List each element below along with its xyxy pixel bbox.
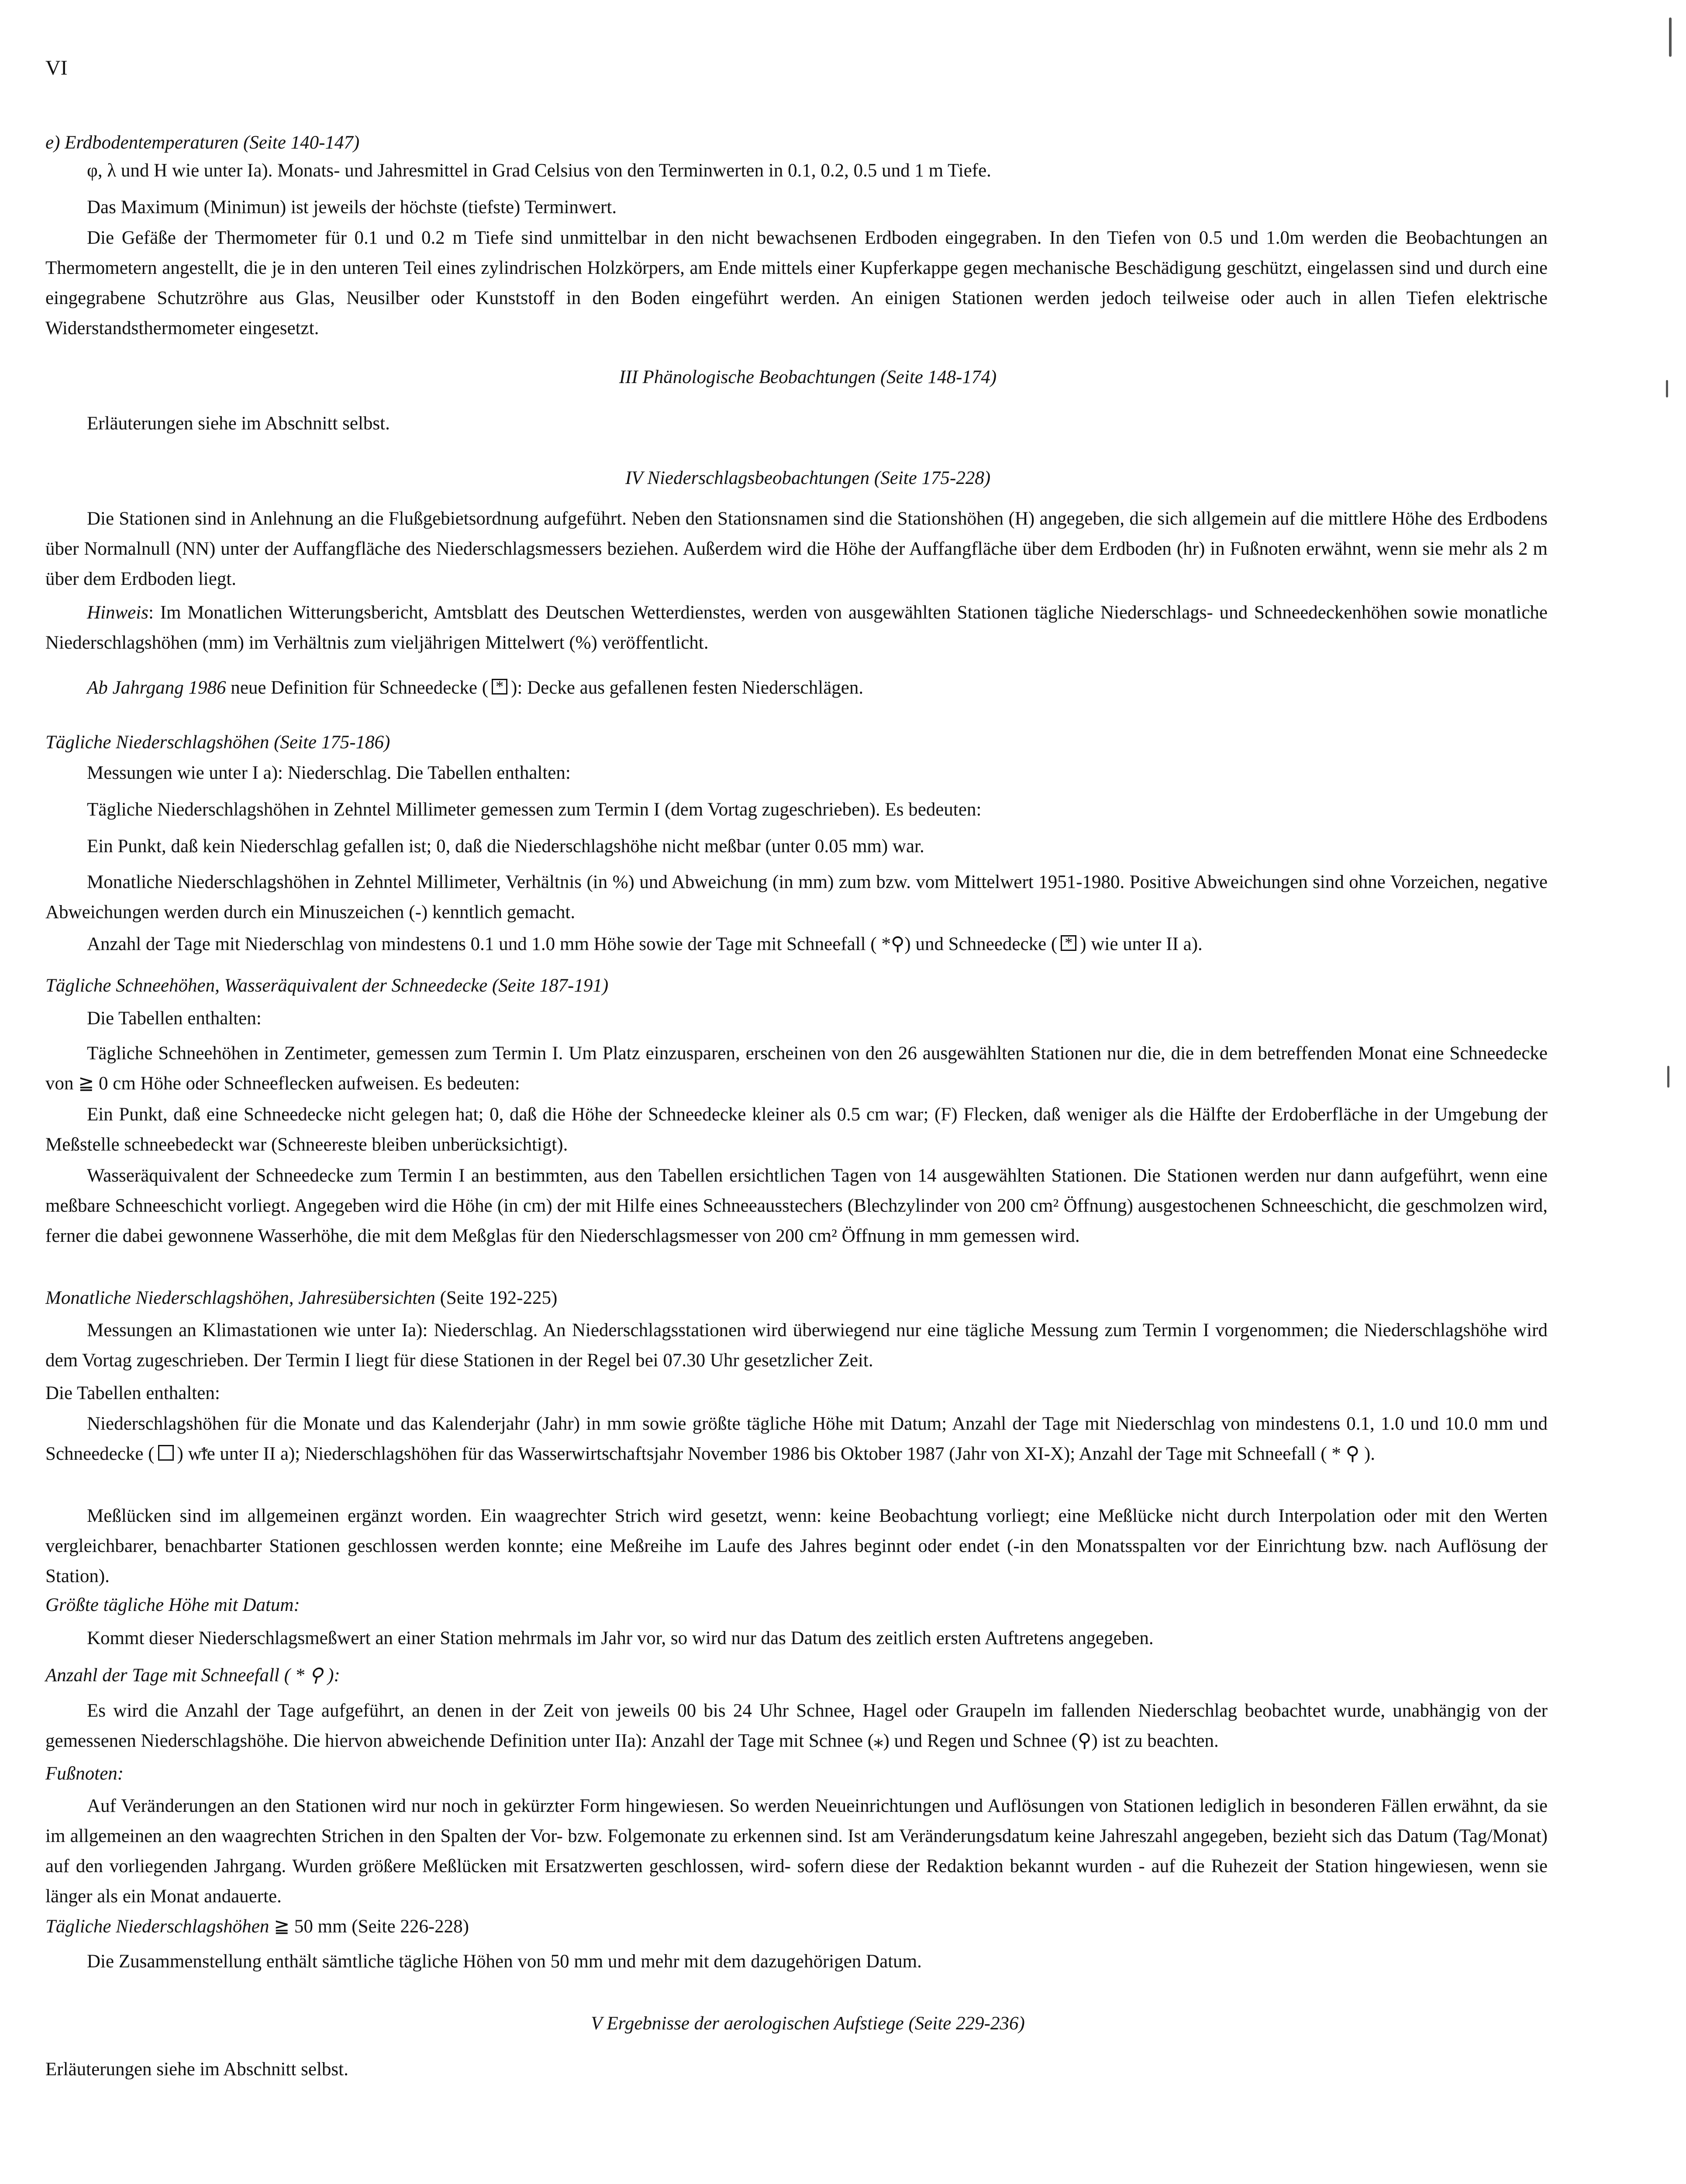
snow-cover-symbol-icon	[158, 1445, 174, 1461]
footnotes-paragraph: Auf Veränderungen an den Stationen wird nur noch in gekürzter Form hingewiesen. So werden Neueinrichtungen und Auflösungen von Stationen lediglich in besonderen Fällen erwähnt, da sie im allgemeinen an den waagrechten Strichen in den Spalten der Vor- bzw. Folgemonate zu erkennen sind. Ist am Veränderungsdatum keine Jahreszahl angegeben, bezieht sich das Datum (Tag/Monat) auf den vorliegenden Jahrgang. Wurden größere Meßlücken mit Ersatzwerten geschlossen, wird- sofern diese der Redaktion bekannt wurden - auf die Ruhezeit der Station hingewiesen, wenn sie länger als ein Monat andauerte.	[45, 1796, 1548, 1907]
section-iii-heading: III Phänologische Beobachtungen (Seite 148-174)	[619, 367, 997, 387]
scan-edge-mark	[1666, 380, 1668, 397]
jahrgang-label: Ab Jahrgang 1986	[87, 677, 226, 698]
max-daily-paragraph: Kommt dieser Niederschlagsmeßwert an einer Station mehrmals im Jahr vor, so wird nur das Datum des zeitlich ersten Auftretens angegeben.	[87, 1628, 1154, 1648]
monthly-precip-paragraph-2: Die Tabellen enthalten:	[45, 1383, 220, 1403]
monthly-precip-paragraph-4: Meßlücken sind im allgemeinen ergänzt worden. Ein waagrechter Strich wird gesetzt, wenn: keine Beobachtung vorliegt; eine Meßlücke nicht durch Interpolation oder mit den Werten vergleichbarer, benachbarter Stationen geschlossen werden konnte; eine Meßreihe im Laufe des Jahres beginnt oder endet (-in den Monatsspalten vor der Einrichtung bzw. nach Auflösung der Station).	[45, 1506, 1548, 1586]
section-e-paragraph-1: φ, λ und H wie unter Ia). Monats- und Jahresmittel in Grad Celsius von den Terminwerten in 0.1, 0.2, 0.5 und 1 m Tiefe.	[87, 160, 991, 181]
daily-precip-heading: Tägliche Niederschlagshöhen (Seite 175-186)	[45, 732, 390, 753]
daily-50mm-heading	[45, 1911, 1548, 1942]
snow-depth-paragraph-4: Wasseräquivalent der Schneedecke zum Termin I an bestimmten, aus den Tabellen ersichtlichen Tagen von 14 ausgewählten Stationen. Die Stationen werden nur dann aufgeführt, wenn eine meßbare Schneeschicht vorliegt. Angegeben wird die Höhe (in cm) der mit Hilfe eines Schneeausstechers (Blechzylinder von 200 cm² Öffnung) ausgestochenen Schneeschicht, die geschmolzen wird, ferner die dabei gewonnene Wasserhöhe, die mit dem Meßglas für den Niederschlagsmesser von 200 cm² Öffnung in mm gemessen wird.	[45, 1165, 1548, 1246]
snow-cover-symbol-icon	[1061, 935, 1076, 951]
section-e-paragraph-3: Die Gefäße der Thermometer für 0.1 und 0.2 m Tiefe sind unmittelbar in den nicht bewachsenen Erdboden eingegraben. In den Tiefen von 0.5 und 1.0m werden die Beobachtungen an Thermometern angestellt, die je in den unteren Teil eines zylindrischen Holzkörpers, am Ende mittels einer Kupferkappe gegen mechanische Beschädigung geschützt, eingelassen sind und durch eine eingegrabene Schutzröhre aus Glas, Neusilber oder Kunststoff in den Boden eingeführt werden. An einigen Stationen werden jedoch teilweise oder auch in allen Tiefen elektrische Widerstandsthermometer eingesetzt.	[45, 228, 1548, 339]
footnotes-heading: Fußnoten:	[45, 1763, 124, 1784]
snowfall-days-paragraph: Es wird die Anzahl der Tage aufgeführt, an denen in der Zeit von jeweils 00 bis 24 Uhr Schnee, Hagel oder Graupeln im fallenden Niederschlag beobachtet wurde, unabhängig von der gemessenen Niederschlagshöhe. Die hiervon abweichende Definition unter IIa): Anzahl der Tage mit Schnee (⁎) und Regen und Schnee (⚲) ist zu beachten.	[45, 1700, 1548, 1751]
daily-50mm-heading-rest: ≧ 50 mm (Seite 226-228)	[269, 1916, 469, 1937]
monthly-precip-paragraph-1: Messungen an Klimastationen wie unter Ia): Niederschlag. An Niederschlagsstationen wird überwiegend nur eine tägliche Messung zum Termin I vorgenommen; die Niederschlagshöhe wird dem Vortag zugeschrieben. Der Termin I liegt für diese Stationen in der Regel bei 07.30 Uhr gesetzlicher Zeit.	[45, 1320, 1548, 1371]
scan-edge-mark	[1667, 1066, 1669, 1088]
daily-precip-paragraph-4: Monatliche Niederschlagshöhen in Zehntel Millimeter, Verhältnis (in %) und Abweichung (in mm) zum bzw. vom Mittelwert 1951-1980. Positive Abweichungen sind ohne Vorzeichen, negative Abweichungen werden durch ein Minuszeichen (-) kenntlich gemacht.	[45, 872, 1548, 923]
monthly-precip-p3-b: ) wie unter II a); Niederschlagshöhen für das Wasserwirtschaftsjahr November 1986 bis Oktober 1987 (Jahr von XI-X); Anzahl der Tage mit Schneefall ( * ⚲ ).	[177, 1444, 1376, 1464]
section-e-heading: e) Erdbodentemperaturen (Seite 140-147)	[45, 132, 360, 153]
section-iv-paragraph-1: Die Stationen sind in Anlehnung an die Flußgebietsordnung aufgeführt. Neben den Stationsnamen sind die Stationshöhen (H) angegeben, die sich allgemein auf die mittlere Höhe des Erdbodens über Normalnull (NN) unter der Auffangfläche des Niederschlagsmessers beziehen. Außerdem wird die Höhe der Auffangfläche über dem Erdboden (hr) in Fußnoten erwähnt, wenn sie mehr als 2 m über dem Erdboden liegt.	[45, 508, 1548, 589]
daily-precip-paragraph-2: Tägliche Niederschlagshöhen in Zehntel Millimeter gemessen zum Termin I (dem Vortag zugeschrieben). Es bedeuten:	[87, 799, 982, 820]
section-v-text: Erläuterungen siehe im Abschnitt selbst.	[45, 2059, 348, 2080]
daily-precip-paragraph-5	[87, 929, 1548, 959]
monthly-precip-heading-italic: Monatliche Niederschlagshöhen, Jahresübersichten	[45, 1288, 435, 1308]
monthly-precip-heading-pages: (Seite 192-225)	[435, 1288, 558, 1308]
monthly-precip-paragraph-3	[45, 1409, 1548, 1469]
daily-precip-p5-a: Anzahl der Tage mit Niederschlag von mindestens 0.1 und 1.0 mm Höhe sowie der Tage mit Schneefall ( *⚲) und Schneedecke (	[87, 934, 1058, 954]
hinweis-label: Hinweis	[87, 602, 148, 623]
daily-50mm-paragraph: Die Zusammenstellung enthält sämtliche tägliche Höhen von 50 mm und mehr mit dem dazugehörigen Datum.	[87, 1951, 922, 1972]
monthly-precip-heading	[45, 1283, 1548, 1313]
daily-precip-p5-b: ) wie unter II a).	[1080, 934, 1203, 954]
daily-precip-paragraph-3: Ein Punkt, daß kein Niederschlag gefallen ist; 0, daß die Niederschlagshöhe nicht meßbar (unter 0.05 mm) war.	[87, 836, 924, 857]
page-number: VI	[45, 56, 68, 79]
snow-cover-symbol-icon	[492, 679, 507, 695]
snow-depth-paragraph-1: Die Tabellen enthalten:	[87, 1008, 262, 1029]
snow-depth-paragraph-3: Ein Punkt, daß eine Schneedecke nicht gelegen hat; 0, daß die Höhe der Schneedecke kleiner als 0.5 cm war; (F) Flecken, daß weniger als die Hälfte der Erdoberfläche in der Umgebung der Meßstelle schneebedeckt war (Schneereste bleiben unberücksichtigt).	[45, 1104, 1548, 1155]
snow-depth-heading: Tägliche Schneehöhen, Wasseräquivalent der Schneedecke (Seite 187-191)	[45, 975, 609, 996]
jahrgang-text-a: neue Definition für Schneedecke (	[226, 677, 489, 698]
daily-precip-paragraph-1: Messungen wie unter I a): Niederschlag. Die Tabellen enthalten:	[87, 763, 571, 783]
section-e-paragraph-2: Das Maximum (Minimun) ist jeweils der höchste (tiefste) Terminwert.	[87, 197, 617, 218]
section-v-heading: V Ergebnisse der aerologischen Aufstiege (Seite 229-236)	[591, 2013, 1025, 2034]
scan-edge-mark	[1669, 17, 1672, 57]
max-daily-heading: Größte tägliche Höhe mit Datum:	[45, 1595, 300, 1615]
daily-50mm-heading-italic: Tägliche Niederschlagshöhen	[45, 1916, 269, 1937]
hinweis-text: : Im Monatlichen Witterungsbericht, Amtsblatt des Deutschen Wetterdienstes, werden von ausgewählten Stationen tägliche Niederschlags- und Schneedeckenhöhen sowie monatliche Niederschlagshöhen (mm) im Verhältnis zum vieljährigen Mittelwert (%) veröffentlicht.	[45, 602, 1548, 653]
section-iii-text: Erläuterungen siehe im Abschnitt selbst.	[87, 413, 390, 434]
section-iv-jahrgang-note	[87, 673, 1548, 703]
snowfall-days-heading: Anzahl der Tage mit Schneefall ( * ⚲ ):	[45, 1665, 340, 1686]
section-iv-heading: IV Niederschlagsbeobachtungen (Seite 175-228)	[625, 468, 991, 488]
jahrgang-text-b: ): Decke aus gefallenen festen Niederschlägen.	[511, 677, 864, 698]
section-iv-hinweis	[45, 598, 1548, 658]
monthly-precip-p3-a: Niederschlagshöhen für die Monate und das Kalenderjahr (Jahr) in mm sowie größte tägliche Höhe mit Datum; Anzahl der Tage mit Niederschlag von mindestens 0.1, 1.0 und 10.0 mm und Schneedecke (	[45, 1413, 1548, 1464]
snow-depth-paragraph-2: Tägliche Schneehöhen in Zentimeter, gemessen zum Termin I. Um Platz einzusparen, erscheinen von den 26 ausgewählten Stationen nur die, die in dem betreffenden Monat eine Schneedecke von ≧ 0 cm Höhe oder Schneeflecken aufweisen. Es bedeuten:	[45, 1043, 1548, 1094]
